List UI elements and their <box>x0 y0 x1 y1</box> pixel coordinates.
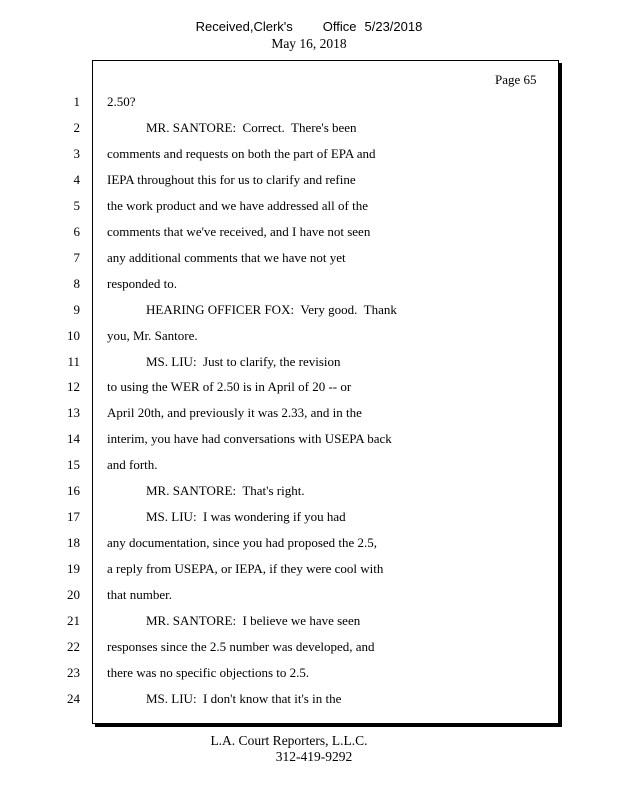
line-number: 22 <box>67 638 80 654</box>
line-number: 1 <box>73 94 80 109</box>
transcript-line: comments and requests on both the part of EPA and <box>107 145 376 161</box>
transcript-line: a reply from USEPA, or IEPA, if they were cool with <box>107 561 384 577</box>
transcript-line: MS. LIU: Just to clarify, the revision <box>107 353 341 369</box>
line-number: 20 <box>67 587 80 603</box>
transcript-line: you, Mr. Santore. <box>107 327 198 343</box>
stamp-office: Office <box>322 19 357 34</box>
line-number: 17 <box>67 509 80 525</box>
transcript-line: HEARING OFFICER FOX: Very good. Thank <box>107 301 397 317</box>
transcript-line: interim, you have had conversations with USEPA back <box>107 431 392 447</box>
line-number: 10 <box>67 327 80 343</box>
footer-company: L.A. Court Reporters, L.L.C. <box>210 733 368 748</box>
transcript-line: MS. LIU: I don't know that it's in the <box>107 690 342 706</box>
transcript-line: to using the WER of 2.50 is in April of 20 -- or <box>107 379 352 395</box>
transcript-line: MR. SANTORE: Correct. There's been <box>107 119 357 135</box>
line-number: 8 <box>73 275 80 291</box>
transcript-line: any documentation, since you had proposed the 2.5, <box>107 535 378 551</box>
line-number: 18 <box>67 535 80 551</box>
line-number: 21 <box>67 613 80 628</box>
transcript-line: 2.50? <box>107 94 136 109</box>
transcript-line: responses since the 2.5 number was developed, and <box>107 638 375 654</box>
line-number: 15 <box>67 457 80 473</box>
transcript-line: IEPA throughout this for us to clarify and refine <box>107 171 356 187</box>
transcript-line: responded to. <box>107 275 178 291</box>
line-number: 4 <box>73 171 80 187</box>
transcript-line: comments that we've received, and I have not seen <box>107 223 371 239</box>
page-number: Page 65 <box>495 72 537 87</box>
line-number: 6 <box>73 223 80 239</box>
line-number: 16 <box>67 483 80 499</box>
transcript-line: April 20th, and previously it was 2.33, and in the <box>107 405 362 421</box>
line-number: 12 <box>67 379 80 395</box>
transcript-line: MR. SANTORE: I believe we have seen <box>107 613 361 628</box>
line-number: 3 <box>73 145 80 161</box>
line-number: 7 <box>73 249 80 265</box>
transcript-line: the work product and we have addressed all of the <box>107 197 368 213</box>
received-stamp <box>0 19 618 34</box>
transcript-line: and forth. <box>107 457 158 473</box>
line-number: 14 <box>67 431 80 447</box>
stamp-date: 5/23/2018 <box>364 19 423 34</box>
line-number: 24 <box>67 690 80 706</box>
line-number: 2 <box>73 119 80 135</box>
transcript-line: any additional comments that we have not yet <box>107 249 346 265</box>
transcript-line: there was no specific objections to 2.5. <box>107 664 310 680</box>
transcript-line: MR. SANTORE: That's right. <box>107 483 305 499</box>
line-number: 11 <box>67 353 80 369</box>
line-number: 19 <box>67 561 80 577</box>
footer-phone: 312-419-9292 <box>275 749 353 764</box>
line-number: 13 <box>67 405 80 421</box>
transcript-line: MS. LIU: I was wondering if you had <box>107 509 346 525</box>
transcript-line: that number. <box>107 587 172 603</box>
line-number: 9 <box>73 301 80 317</box>
line-number: 23 <box>67 664 80 680</box>
hearing-date: May 16, 2018 <box>271 36 347 51</box>
line-number: 5 <box>73 197 80 213</box>
stamp-received: Received,Clerk's <box>195 19 293 34</box>
